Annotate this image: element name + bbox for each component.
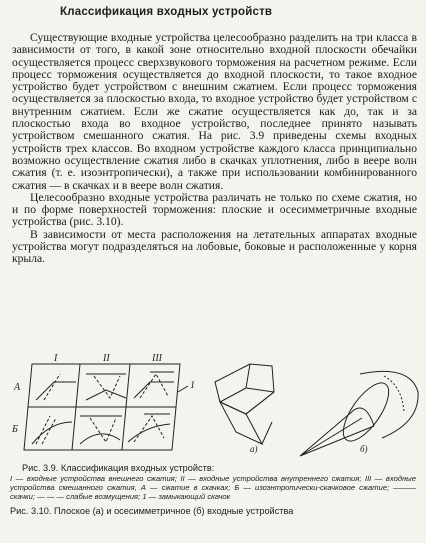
planar-inlet-drawing [215,364,274,444]
paragraph: Существующие входные устройства целесообразно разделить на три класса в зависимости от того, в какой зоне относительно входной плоскости обечайки осуществляется процесс сверхзвукового торможения на расчетном режиме. Если процесс торможения осуществляется до входной плоскости, то такое входное устройство будет устройством с внешним сжатием. Если процесс торможения осуществляется за плоскостью входа, то входное устройство будет устройством с внутренним сжатием. Если же сжатие осуществляется как до, так и за плоскостью входа во входное устройство, последнее принято называть устройством смешанного сжатия. На рис. 3.9 приведены схемы входных устройств трех классов. Во входном устройстве каждого класса принципиально возможно осуществление сжатия либо в скачках уплотнения, либо в веере волн сжатия (т. е. изоэнтропически), а также при использовании комбинированного сжатия — в скачках и в веере волн сжатия. [12,31,417,192]
paragraph: В зависимости от места расположения на летательных аппаратах входные устройства могут подразделяться на лобовые, боковые и расположенные у корня крыла. [12,227,417,266]
subfigure-label: а) [250,444,258,454]
ref-label: 1 [190,380,195,391]
figure-caption: Рис. 3.10. Плоское (а) и осесимметричное (б) входные устройства [10,506,294,516]
page-title: Классификация входных устройств [60,6,273,18]
row-label: Б [12,424,18,435]
figure-inlet-schemes [10,352,420,464]
body-text [12,32,417,266]
captions [10,463,416,517]
classification-grid [24,364,188,450]
subfigure-label: б) [360,444,368,454]
col-label: III [152,353,162,364]
paragraph: Целесообразно входные устройства различать не только по схеме сжатия, но и по форме поверхностей торможения: плоские и осесимметричные входные устройства (рис. 3.10). [12,190,417,229]
col-label: I [54,353,58,364]
figure-caption-legend: I — входные устройства внешнего сжатия; II — входные устройства внутреннего сжатия; III — входные устройства смешанного сжатия, А — сжатие в скачках; Б — изоэнтропически-скачковое сжатие; ——— скачки; — — — слабые возмущения; 1 — замыкающий скачок [10,474,416,501]
row-label: А [14,382,21,393]
col-label: II [103,353,110,364]
figure-caption-title: Рис. 3.9. Классификация входных устройств: [22,463,215,473]
